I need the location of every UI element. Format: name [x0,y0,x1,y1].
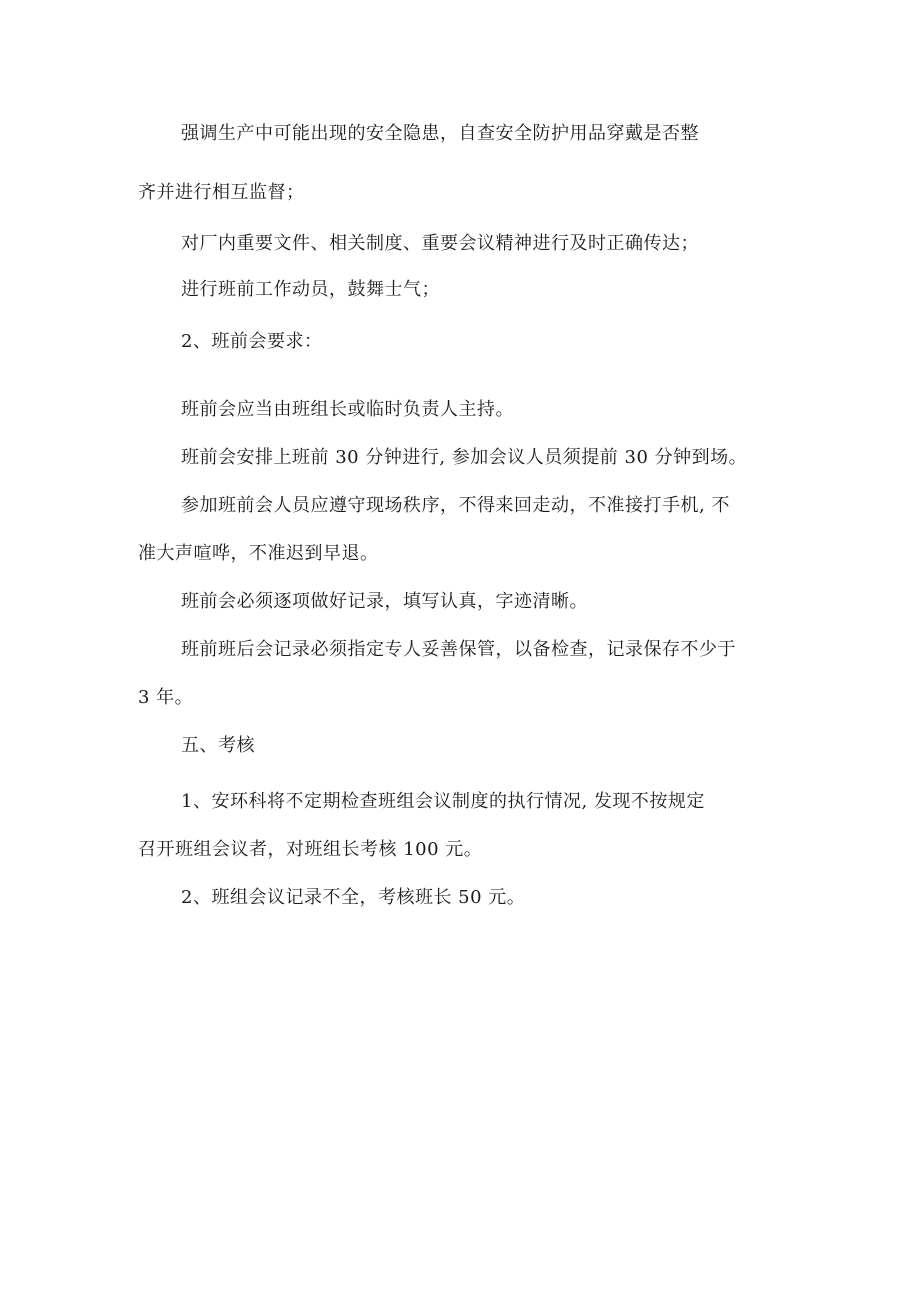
paragraph-assessment-1-line-1: 1、安环科将不定期检查班组会议制度的执行情况, 发现不按规定 [181,791,705,812]
paragraph-records: 班前会必须逐项做好记录，填写认真，字迹清晰。 [181,591,588,612]
paragraph-assessment-1-line-2: 召开班组会议者，对班组长考核 100 元。 [138,839,483,860]
section-heading-meeting-requirements: 2、班前会要求： [181,331,323,352]
paragraph-meeting-order-line-1: 参加班前会人员应遵守现场秩序，不得来回走动，不准接打手机, 不 [181,495,730,516]
paragraph-record-keeping-line-1: 班前班后会记录必须指定专人妥善保管，以备检查，记录保存不少于 [181,639,736,660]
paragraph-convey-documents: 对厂内重要文件、相关制度、重要会议精神进行及时正确传达； [181,233,699,254]
paragraph-assessment-2: 2、班组会议记录不全，考核班长 50 元。 [181,887,526,908]
paragraph-safety-hazards-line-1: 强调生产中可能出现的安全隐患，自查安全防护用品穿戴是否整 [181,123,699,144]
paragraph-meeting-host: 班前会应当由班组长或临时负责人主持。 [181,399,514,420]
paragraph-meeting-order-line-2: 准大声喧哗，不准迟到早退。 [138,543,379,564]
paragraph-record-keeping-line-2: 3 年。 [138,687,194,708]
paragraph-mobilization: 进行班前工作动员，鼓舞士气； [181,279,440,300]
section-heading-assessment: 五、考核 [181,735,255,756]
paragraph-meeting-time: 班前会安排上班前 30 分钟进行, 参加会议人员须提前 30 分钟到场。 [181,447,748,468]
paragraph-safety-hazards-line-2: 齐并进行相互监督； [138,182,305,203]
